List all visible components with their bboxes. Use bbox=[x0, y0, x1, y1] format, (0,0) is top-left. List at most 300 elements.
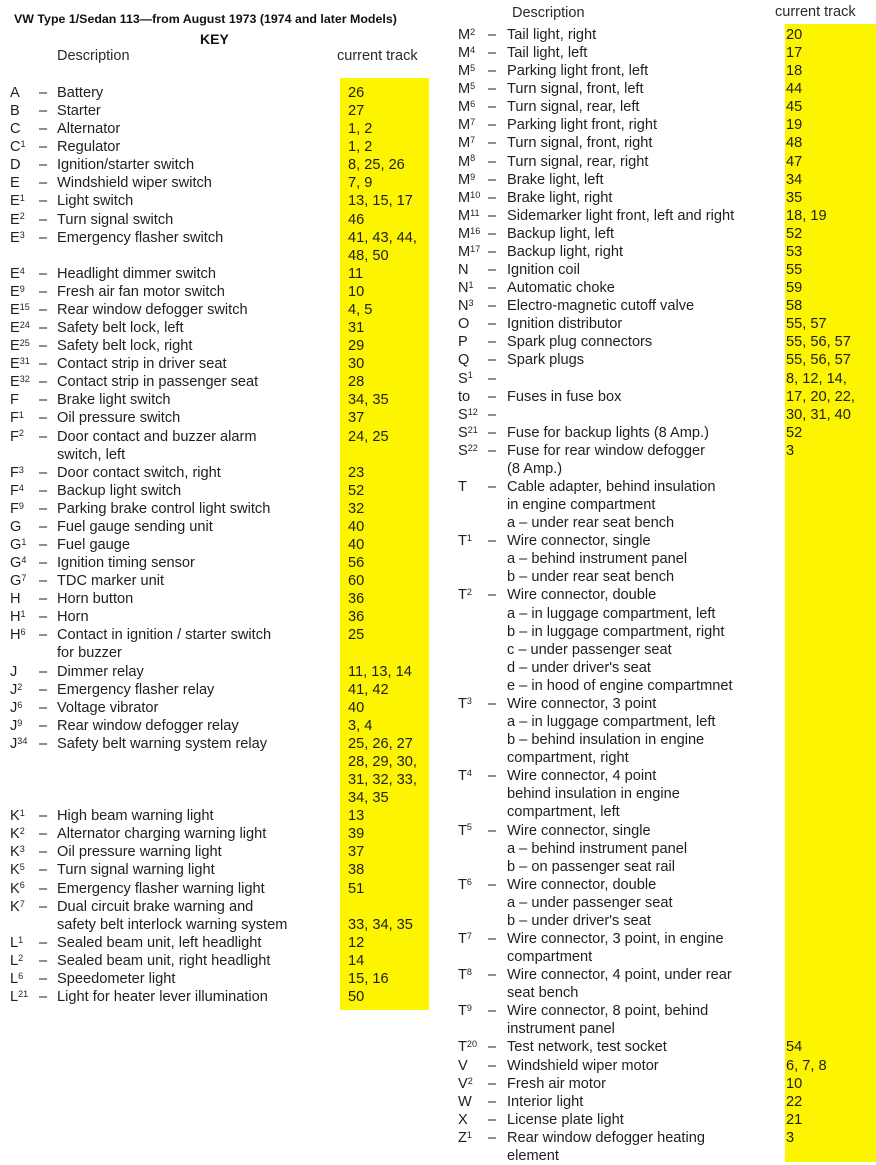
current-track: 34 bbox=[786, 171, 803, 188]
separator-dash: – bbox=[488, 822, 497, 839]
code-superscript: 24 bbox=[19, 319, 30, 330]
code-letter: M bbox=[458, 207, 471, 224]
code-superscript: 7 bbox=[21, 573, 27, 584]
current-track: 52 bbox=[786, 225, 803, 242]
component-description: b – in luggage compartment, right bbox=[507, 623, 725, 640]
separator-dash: – bbox=[39, 265, 48, 282]
current-track: 10 bbox=[348, 283, 365, 300]
code-letter: S bbox=[458, 370, 468, 387]
code-letter: E bbox=[10, 265, 20, 282]
code-letter: M bbox=[458, 99, 471, 116]
component-description: Automatic choke bbox=[507, 280, 615, 297]
component-code bbox=[10, 861, 25, 879]
current-track: 13 bbox=[348, 808, 365, 825]
code-letter: T bbox=[458, 1039, 467, 1056]
current-track: 35 bbox=[786, 189, 803, 206]
component-code bbox=[10, 337, 30, 355]
component-code bbox=[10, 174, 20, 192]
separator-dash: – bbox=[39, 356, 48, 373]
component-code bbox=[458, 207, 480, 225]
code-superscript: 12 bbox=[467, 406, 478, 417]
right-track-header: current track bbox=[775, 4, 856, 20]
component-description: Sealed beam unit, right headlight bbox=[57, 952, 271, 969]
component-code bbox=[10, 84, 20, 102]
code-superscript: 4 bbox=[21, 555, 27, 566]
code-superscript: 31 bbox=[19, 356, 30, 367]
current-track: 51 bbox=[348, 880, 365, 897]
current-track: 3 bbox=[786, 1129, 795, 1146]
component-description: Wire connector, 3 point bbox=[507, 695, 657, 712]
code-superscript: 4 bbox=[19, 265, 25, 276]
component-code bbox=[458, 243, 480, 261]
component-description: a – under rear seat bench bbox=[507, 515, 675, 532]
separator-dash: – bbox=[39, 374, 48, 391]
code-letter: N bbox=[458, 280, 469, 297]
current-track: 52 bbox=[786, 424, 803, 441]
code-superscript: 9 bbox=[17, 717, 23, 728]
code-letter: K bbox=[10, 826, 20, 843]
component-description: safety belt interlock warning system bbox=[57, 916, 288, 933]
current-track: 37 bbox=[348, 410, 365, 427]
code-superscript: 4 bbox=[466, 768, 472, 779]
component-code bbox=[458, 1075, 473, 1093]
component-code bbox=[10, 301, 30, 319]
code-superscript: 8 bbox=[466, 967, 472, 978]
component-description: seat bench bbox=[507, 985, 579, 1002]
separator-dash: – bbox=[488, 63, 497, 80]
component-code bbox=[10, 880, 25, 898]
separator-dash: – bbox=[39, 934, 48, 951]
component-code bbox=[458, 1002, 472, 1020]
separator-dash: – bbox=[488, 298, 497, 315]
component-code bbox=[458, 767, 472, 785]
separator-dash: – bbox=[39, 320, 48, 337]
separator-dash: – bbox=[39, 699, 48, 716]
component-code bbox=[10, 699, 22, 717]
code-letter: N bbox=[458, 298, 469, 315]
component-description: Fuse for backup lights (8 Amp.) bbox=[507, 424, 709, 441]
code-superscript: 10 bbox=[470, 189, 481, 200]
component-description: Brake light, right bbox=[507, 189, 613, 206]
code-superscript: 2 bbox=[18, 952, 24, 963]
separator-dash: – bbox=[488, 1129, 497, 1146]
code-letter: T bbox=[458, 587, 467, 604]
current-track: 55 bbox=[786, 262, 803, 279]
code-letter: F bbox=[10, 428, 19, 445]
current-track: 55, 57 bbox=[786, 316, 827, 333]
separator-dash: – bbox=[39, 844, 48, 861]
separator-dash: – bbox=[39, 826, 48, 843]
code-superscript: 3 bbox=[466, 695, 472, 706]
current-track: 40 bbox=[348, 537, 365, 553]
component-code bbox=[458, 1057, 468, 1075]
code-letter: C bbox=[10, 121, 21, 138]
component-description: Backup light switch bbox=[57, 482, 182, 499]
code-superscript: 2 bbox=[19, 211, 25, 222]
code-letter: H bbox=[10, 609, 21, 626]
code-letter: L bbox=[10, 934, 19, 951]
component-description: Regulator bbox=[57, 139, 121, 156]
code-letter: E bbox=[10, 356, 20, 373]
current-track: 11 bbox=[348, 265, 364, 282]
code-superscript: 4 bbox=[470, 45, 476, 56]
code-letter: M bbox=[458, 189, 471, 206]
component-description: Windshield wiper switch bbox=[57, 175, 212, 192]
component-description: Safety belt warning system relay bbox=[57, 735, 268, 752]
component-description: Backup light, left bbox=[507, 225, 615, 242]
separator-dash: – bbox=[488, 1093, 497, 1110]
code-superscript: 1 bbox=[19, 808, 25, 819]
current-track: 53 bbox=[786, 243, 803, 260]
component-code bbox=[458, 478, 467, 496]
current-track: 11, 13, 14 bbox=[348, 663, 412, 680]
separator-dash: – bbox=[488, 479, 497, 495]
code-letter: E bbox=[10, 175, 20, 192]
component-description: Light switch bbox=[57, 193, 134, 210]
separator-dash: – bbox=[39, 157, 48, 174]
code-letter: M bbox=[458, 45, 471, 62]
code-superscript: 3 bbox=[19, 229, 25, 240]
separator-dash: – bbox=[488, 334, 497, 351]
component-code bbox=[10, 500, 24, 518]
code-superscript: 15 bbox=[19, 301, 30, 312]
component-description: Speedometer light bbox=[57, 970, 176, 987]
code-letter: to bbox=[458, 388, 471, 405]
separator-dash: – bbox=[488, 587, 497, 604]
code-superscript: 5 bbox=[470, 63, 476, 74]
separator-dash: – bbox=[488, 370, 497, 387]
code-superscript: 5 bbox=[466, 822, 472, 833]
current-track: 1, 2 bbox=[348, 139, 373, 156]
current-track: 54 bbox=[786, 1039, 803, 1056]
current-track: 25, 26, 27 bbox=[348, 735, 413, 752]
separator-dash: – bbox=[488, 1039, 497, 1056]
component-description: c – under passenger seat bbox=[507, 641, 672, 658]
component-code bbox=[458, 532, 472, 550]
component-code bbox=[458, 116, 475, 134]
current-track: 23 bbox=[348, 464, 365, 481]
code-superscript: 1 bbox=[466, 1129, 472, 1140]
separator-dash: – bbox=[39, 464, 48, 481]
code-superscript: 21 bbox=[18, 988, 29, 999]
code-letter: T bbox=[458, 533, 467, 550]
code-letter: D bbox=[10, 157, 21, 174]
code-superscript: 9 bbox=[19, 283, 25, 294]
current-track: 28 bbox=[348, 374, 365, 391]
component-description: element bbox=[507, 1147, 559, 1164]
separator-dash: – bbox=[488, 695, 497, 712]
separator-dash: – bbox=[488, 1111, 497, 1128]
code-superscript: 1 bbox=[19, 193, 25, 204]
current-track: 17, 20, 22, bbox=[786, 388, 855, 405]
component-description: Emergency flasher switch bbox=[57, 229, 224, 246]
separator-dash: – bbox=[39, 85, 48, 101]
component-code bbox=[10, 211, 25, 229]
code-superscript: 11 bbox=[470, 207, 480, 218]
current-track: 10 bbox=[786, 1075, 803, 1092]
code-letter: T bbox=[458, 967, 467, 984]
code-superscript: 1 bbox=[18, 410, 24, 421]
component-code bbox=[458, 297, 474, 315]
component-description: Turn signal, front, left bbox=[507, 81, 644, 98]
component-code bbox=[458, 189, 480, 207]
component-code bbox=[10, 391, 19, 409]
code-letter: M bbox=[458, 81, 471, 98]
code-superscript: 1 bbox=[20, 609, 26, 620]
component-code bbox=[458, 315, 469, 333]
component-code bbox=[10, 482, 24, 500]
code-letter: E bbox=[10, 374, 20, 391]
component-code bbox=[458, 442, 478, 460]
code-letter: F bbox=[10, 410, 19, 427]
component-description: Parking brake control light switch bbox=[57, 500, 271, 517]
code-letter: X bbox=[458, 1111, 468, 1128]
current-track: 31, 32, 33, bbox=[348, 772, 417, 789]
component-code bbox=[10, 934, 23, 952]
code-superscript: 22 bbox=[467, 442, 478, 453]
separator-dash: – bbox=[488, 876, 497, 893]
component-description: e – in hood of engine compartmnet bbox=[507, 677, 733, 694]
current-track: 58 bbox=[786, 298, 803, 315]
component-code bbox=[458, 98, 475, 116]
component-description: a – behind instrument panel bbox=[507, 840, 688, 857]
component-code bbox=[458, 388, 470, 406]
current-track: 50 bbox=[348, 989, 365, 1005]
code-superscript: 32 bbox=[19, 374, 30, 385]
component-description: switch, left bbox=[57, 446, 126, 463]
current-track: 45 bbox=[786, 99, 803, 116]
separator-dash: – bbox=[488, 171, 497, 188]
current-track: 4, 5 bbox=[348, 301, 373, 318]
separator-dash: – bbox=[488, 45, 497, 62]
component-description: High beam warning light bbox=[57, 808, 214, 825]
code-letter: E bbox=[10, 193, 20, 210]
code-superscript: 34 bbox=[17, 735, 28, 746]
component-description: Electro-magnetic cutoff valve bbox=[507, 298, 695, 315]
current-track: 44 bbox=[786, 81, 803, 98]
code-letter: G bbox=[10, 518, 22, 535]
component-description: Fuel gauge bbox=[57, 537, 131, 553]
separator-dash: – bbox=[488, 1003, 497, 1020]
current-track: 48, 50 bbox=[348, 247, 389, 264]
code-letter: T bbox=[458, 931, 467, 947]
separator-dash: – bbox=[39, 989, 48, 1005]
component-code bbox=[458, 351, 469, 369]
code-superscript: 5 bbox=[470, 81, 476, 92]
separator-dash: – bbox=[39, 717, 48, 734]
component-code bbox=[458, 695, 472, 713]
code-letter: F bbox=[10, 482, 19, 499]
code-superscript: 9 bbox=[470, 171, 476, 182]
component-code bbox=[458, 26, 475, 44]
component-code bbox=[10, 464, 24, 482]
component-description: Ignition timing sensor bbox=[57, 555, 195, 572]
component-description: Wire connector, single bbox=[507, 533, 651, 550]
code-letter: F bbox=[10, 392, 19, 409]
component-description: d – under driver's seat bbox=[507, 659, 651, 676]
separator-dash: – bbox=[39, 862, 48, 879]
component-code bbox=[458, 153, 475, 171]
component-description: Headlight dimmer switch bbox=[57, 265, 216, 282]
current-track: 21 bbox=[786, 1111, 803, 1128]
key-heading: KEY bbox=[200, 31, 229, 47]
code-superscript: 4 bbox=[18, 482, 24, 493]
component-description: Door contact switch, right bbox=[57, 464, 221, 481]
code-superscript: 7 bbox=[470, 135, 476, 146]
separator-dash: – bbox=[39, 518, 48, 535]
component-description: Ignition/starter switch bbox=[57, 157, 195, 174]
code-letter: E bbox=[10, 283, 20, 300]
code-letter: J bbox=[10, 735, 18, 752]
separator-dash: – bbox=[39, 573, 48, 590]
component-code bbox=[458, 1093, 472, 1111]
code-letter: W bbox=[458, 1093, 472, 1110]
code-superscript: 16 bbox=[470, 225, 481, 236]
component-description: Brake light switch bbox=[57, 392, 171, 409]
component-code bbox=[458, 225, 480, 243]
component-description: compartment, right bbox=[507, 750, 629, 767]
code-letter: L bbox=[10, 989, 19, 1005]
separator-dash: – bbox=[488, 533, 497, 550]
component-description: Turn signal, front, right bbox=[507, 135, 653, 152]
component-code bbox=[458, 424, 478, 442]
component-code bbox=[10, 988, 28, 1006]
component-code bbox=[458, 62, 475, 80]
component-description: a – behind instrument panel bbox=[507, 551, 688, 568]
current-track: 30 bbox=[348, 356, 365, 373]
code-letter: C bbox=[10, 139, 21, 156]
component-description: Parking light front, right bbox=[507, 117, 658, 134]
component-description: Horn button bbox=[57, 591, 134, 608]
separator-dash: – bbox=[39, 338, 48, 355]
component-code bbox=[10, 572, 26, 590]
component-code bbox=[10, 825, 25, 843]
code-superscript: 1 bbox=[466, 533, 472, 544]
component-description: Spark plug connectors bbox=[507, 334, 653, 351]
code-superscript: 3 bbox=[18, 464, 24, 475]
component-code bbox=[10, 319, 30, 337]
component-description: (8 Amp.) bbox=[507, 460, 563, 477]
code-letter: K bbox=[10, 880, 20, 897]
code-letter: M bbox=[458, 27, 471, 43]
current-track: 40 bbox=[348, 518, 365, 535]
component-description: Tail light, right bbox=[507, 27, 597, 43]
code-superscript: 6 bbox=[466, 876, 472, 887]
code-superscript: 2 bbox=[467, 1075, 473, 1086]
code-superscript: 1 bbox=[468, 280, 474, 291]
component-code bbox=[10, 265, 25, 283]
code-letter: P bbox=[458, 334, 468, 351]
component-code bbox=[458, 279, 474, 297]
component-code bbox=[10, 807, 25, 825]
current-track: 41, 43, 44, bbox=[348, 229, 417, 246]
separator-dash: – bbox=[488, 768, 497, 785]
component-description: Dimmer relay bbox=[57, 663, 144, 680]
component-description: Starter bbox=[57, 103, 101, 120]
current-track: 3 bbox=[786, 442, 795, 459]
component-description: Emergency flasher relay bbox=[57, 681, 215, 698]
code-letter: A bbox=[10, 85, 20, 101]
separator-dash: – bbox=[488, 27, 497, 43]
separator-dash: – bbox=[39, 537, 48, 553]
component-description: behind insulation in engine bbox=[507, 786, 680, 803]
code-superscript: 6 bbox=[18, 970, 24, 981]
component-description: compartment, left bbox=[507, 804, 620, 821]
code-superscript: 7 bbox=[470, 117, 476, 128]
separator-dash: – bbox=[488, 316, 497, 333]
component-description: Alternator charging warning light bbox=[57, 826, 267, 843]
separator-dash: – bbox=[39, 880, 48, 897]
component-description: Sidemarker light front, left and right bbox=[507, 207, 735, 224]
component-description: a – under passenger seat bbox=[507, 894, 673, 911]
component-code bbox=[458, 1111, 468, 1129]
separator-dash: – bbox=[39, 555, 48, 572]
code-letter: L bbox=[10, 970, 19, 987]
component-code bbox=[458, 876, 472, 894]
separator-dash: – bbox=[488, 967, 497, 984]
separator-dash: – bbox=[39, 482, 48, 499]
current-track: 20 bbox=[786, 27, 803, 43]
current-track: 46 bbox=[348, 211, 365, 228]
component-description: a – in luggage compartment, left bbox=[507, 605, 716, 622]
page-title: VW Type 1/Sedan 113—from August 1973 (1974 and later Models) bbox=[14, 12, 397, 26]
component-description: Fuses in fuse box bbox=[507, 388, 622, 405]
component-description: Windshield wiper motor bbox=[507, 1057, 659, 1074]
current-track: 40 bbox=[348, 699, 365, 716]
current-track: 55, 56, 57 bbox=[786, 334, 851, 351]
separator-dash: – bbox=[488, 189, 497, 206]
code-letter: F bbox=[10, 500, 19, 517]
separator-dash: – bbox=[39, 193, 48, 210]
current-track: 27 bbox=[348, 103, 365, 120]
current-track: 56 bbox=[348, 555, 365, 572]
component-code bbox=[458, 966, 472, 984]
current-track: 36 bbox=[348, 591, 365, 608]
current-track: 31 bbox=[348, 320, 365, 337]
component-description: Contact in ignition / starter switch bbox=[57, 627, 272, 644]
code-letter: B bbox=[10, 103, 20, 120]
code-superscript: 6 bbox=[20, 627, 26, 638]
code-superscript: 7 bbox=[19, 898, 25, 909]
code-letter: M bbox=[458, 117, 471, 134]
component-description: Wire connector, 8 point, behind bbox=[507, 1003, 709, 1020]
code-letter: G bbox=[10, 555, 22, 572]
component-description: Emergency flasher warning light bbox=[57, 880, 265, 897]
separator-dash: – bbox=[488, 931, 497, 947]
current-track: 22 bbox=[786, 1093, 803, 1110]
component-code bbox=[458, 406, 478, 424]
code-letter: T bbox=[458, 479, 467, 495]
component-description: Turn signal switch bbox=[57, 211, 174, 228]
code-superscript: 6 bbox=[17, 699, 23, 710]
component-description: Contact strip in driver seat bbox=[57, 356, 227, 373]
code-letter: M bbox=[458, 135, 471, 152]
code-letter: G bbox=[10, 573, 22, 590]
current-track: 8, 12, 14, bbox=[786, 370, 847, 387]
current-track: 18, 19 bbox=[786, 207, 827, 224]
code-superscript: 2 bbox=[19, 826, 25, 837]
component-code bbox=[10, 681, 22, 699]
separator-dash: – bbox=[39, 609, 48, 626]
component-description: Cable adapter, behind insulation bbox=[507, 479, 716, 495]
component-description: Horn bbox=[57, 609, 89, 626]
code-superscript: 21 bbox=[467, 424, 478, 435]
code-letter: M bbox=[458, 63, 471, 80]
code-superscript: 7 bbox=[466, 930, 472, 941]
component-description: compartment bbox=[507, 949, 593, 966]
code-letter: F bbox=[10, 464, 19, 481]
separator-dash: – bbox=[39, 663, 48, 680]
